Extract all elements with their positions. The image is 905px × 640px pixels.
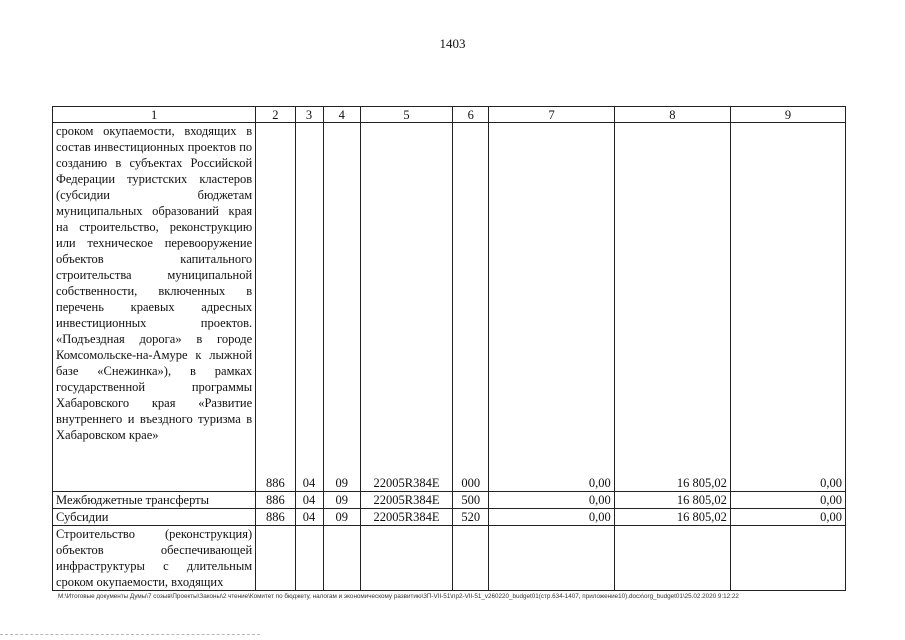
- header-cell-8: 8: [614, 107, 730, 123]
- header-cell-7: 7: [489, 107, 614, 123]
- row-code-section: [295, 526, 323, 591]
- row-name: Строительство (реконструкция) объектов обеспечивающей инфраструктуры с длительным сроком окупаемости, входящих: [53, 526, 256, 591]
- row-code-subsection: 09: [323, 492, 360, 509]
- table-row: [53, 526, 846, 591]
- header-cell-9: 9: [730, 107, 845, 123]
- row-amount-col7: 0,00: [489, 123, 614, 492]
- row-code-subsection: 09: [323, 509, 360, 526]
- row-amount-col9: 0,00: [730, 123, 845, 492]
- row-code-subsection: 09: [323, 123, 360, 492]
- row-code-target: [360, 526, 452, 591]
- row-code-expense-type: 520: [453, 509, 489, 526]
- table-row: [53, 492, 846, 509]
- row-amount-col7: 0,00: [489, 509, 614, 526]
- page-number: 1403: [439, 36, 466, 51]
- row-code-section: 04: [295, 123, 323, 492]
- header-cell-1: 1: [53, 107, 256, 123]
- row-code-ministry: 886: [256, 123, 295, 492]
- document-path-footer: M:\Итоговые документы Думы\7 созыв\Проекты\Законы\2 чтение\Комитет по бюджету, налогам и экономическому развитию\3П-VII-51\пр2-VII-51_v260220_budget01(стр.634-1407, приложение10).docx\org_budget01\25.02.2020 9:12:22: [58, 593, 739, 600]
- row-amount-col8: 16 805,02: [614, 123, 730, 492]
- header-cell-4: 4: [323, 107, 360, 123]
- row-code-ministry: 886: [256, 509, 295, 526]
- row-amount-col8: 16 805,02: [614, 509, 730, 526]
- scan-edge-divider: [0, 634, 260, 635]
- table-row: [53, 123, 846, 492]
- row-code-target: 22005R384E: [360, 492, 452, 509]
- row-amount-col9: 0,00: [730, 509, 845, 526]
- row-code-expense-type: 000: [453, 123, 489, 492]
- row-name: сроком окупаемости, входящих в состав инвестиционных проектов по созданию в субъектах Российской Федерации туристских кластеров (субсидии бюджетам муниципальных образований края на строительство, реконструкцию или техническое перевооружение объектов капитального строительства муниципальной собственности, включенных в перечень краевых адресных инвестиционных проектов. «Подъездная дорога» в городе Комсомольске-на-Амуре к лыжной базе «Снежинка»), в рамках государственной программы Хабаровского края «Развитие внутреннего и въездного туризма в Хабаровском крае»: [53, 123, 256, 492]
- row-code-expense-type: 500: [453, 492, 489, 509]
- row-amount-col9: 0,00: [730, 492, 845, 509]
- row-amount-col9: [730, 526, 845, 591]
- row-amount-col7: [489, 526, 614, 591]
- header-cell-5: 5: [360, 107, 452, 123]
- row-name: Межбюджетные трансферты: [53, 492, 256, 509]
- row-code-target: 22005R384E: [360, 123, 452, 492]
- table-header-row: [53, 107, 846, 123]
- header-cell-3: 3: [295, 107, 323, 123]
- budget-table: [52, 106, 846, 591]
- row-code-ministry: 886: [256, 492, 295, 509]
- row-code-section: 04: [295, 492, 323, 509]
- row-name: Субсидии: [53, 509, 256, 526]
- row-code-section: 04: [295, 509, 323, 526]
- row-amount-col7: 0,00: [489, 492, 614, 509]
- row-code-expense-type: [453, 526, 489, 591]
- row-code-ministry: [256, 526, 295, 591]
- table-row: [53, 509, 846, 526]
- row-code-target: 22005R384E: [360, 509, 452, 526]
- header-cell-6: 6: [453, 107, 489, 123]
- row-amount-col8: [614, 526, 730, 591]
- header-cell-2: 2: [256, 107, 295, 123]
- row-code-subsection: [323, 526, 360, 591]
- row-amount-col8: 16 805,02: [614, 492, 730, 509]
